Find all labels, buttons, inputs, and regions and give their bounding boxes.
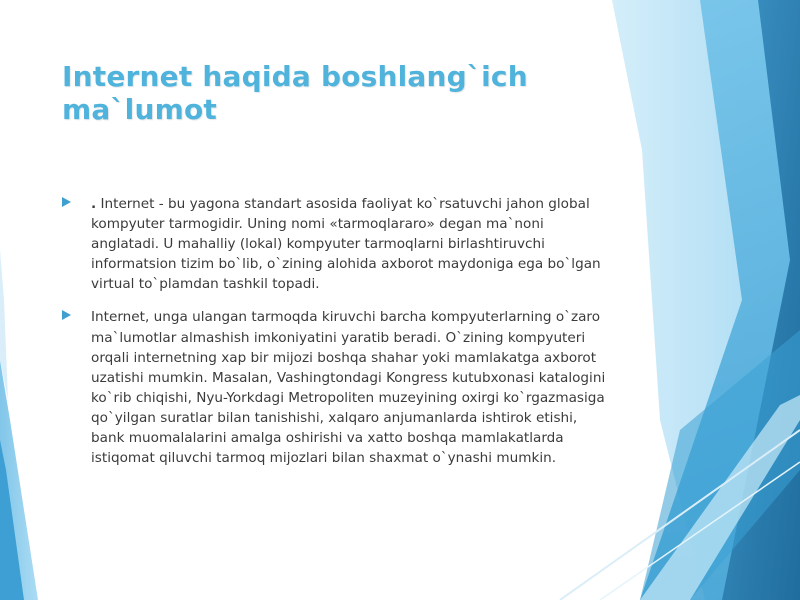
slide-title: Internet haqida boshlang`ich ma`lumot: [62, 60, 528, 126]
bullet-arrow-icon: [62, 310, 71, 320]
bullet-arrow-icon: [62, 197, 71, 207]
bullet-list: [62, 194, 607, 481]
bullet-item: [62, 194, 607, 294]
bullet-item: [62, 307, 607, 468]
bullet-text: Internet, unga ulangan tarmoqda kiruvchi barcha kompyuterlarning o`zaro ma`lumotlar almashish imkoniyatini yaratib beradi. O`zining kompyuteri orqali internetning xap bir mijozi boshqa shahar yoki mamlakatga axborot uzatishi mumkin. Masalan, Vashingtondagi Kongress kutubxonasi katalogini ko`rib chiqishi, Nyu-Yorkdagi Metropoliten muzeyining oxirgi ko`rgazmasiga qo`yilgan suratlar bilan tanishishi, xalqaro anjumanlarda ishtirok etishi, bank muomalalarini amalga oshirishi va xatto boshqa mamlakatlarda istiqomat qiluvchi tarmoq mijozlari bilan shaxmat o`ynashi mumkin.: [91, 309, 606, 467]
bullet-lead: .: [91, 196, 97, 212]
bullet-text: Internet - bu yagona standart asosida faoliyat ko`rsatuvchi jahon global kompyuter tarmogidir. Uning nomi «tarmoqlararo» degan ma`noni anglatadi. U mahalliy (lokal) kompyuter tarmoqlarni birlashtiruvchi informatsion tizim bo`lib, o`zining alohida axborot maydoniga ega bo`lgan virtual to`plamdan tashkil topadi.: [91, 196, 601, 293]
